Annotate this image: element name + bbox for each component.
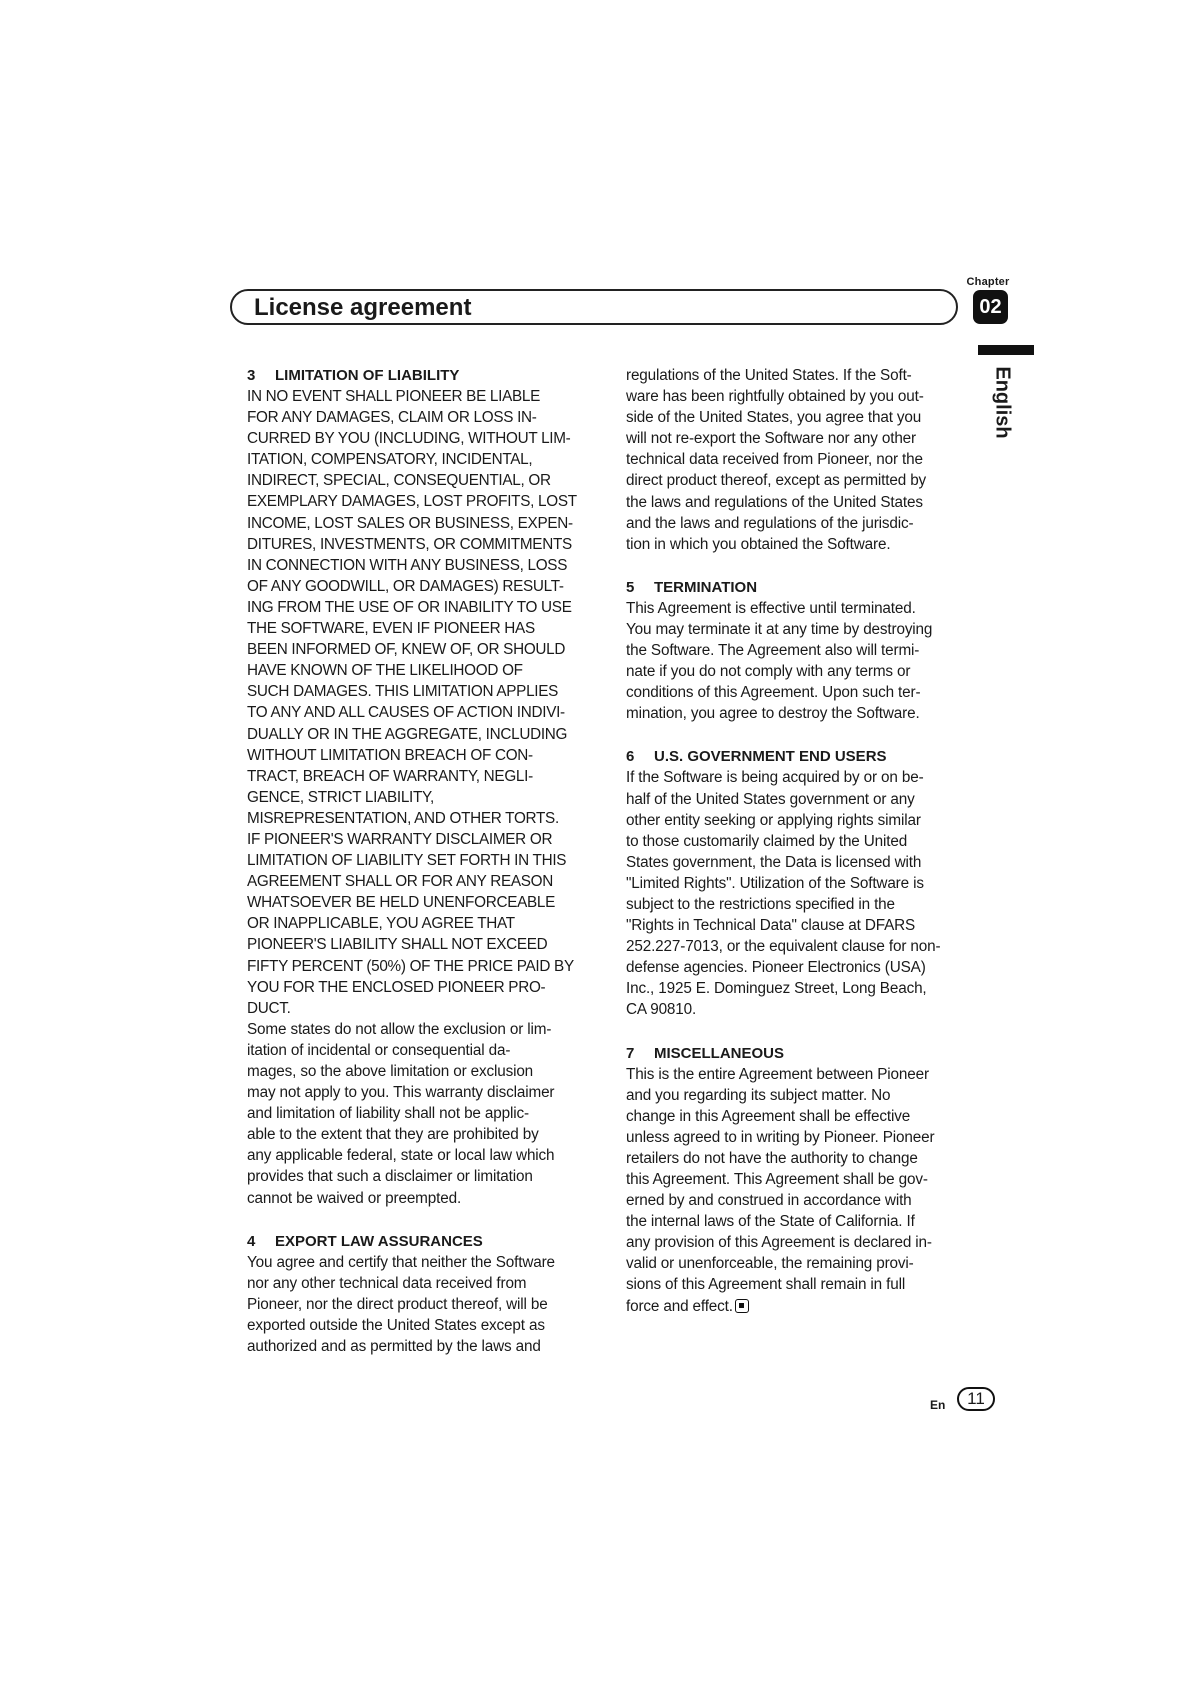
chapter-badge: 02 [973, 290, 1008, 324]
export-continued-text [626, 365, 976, 555]
chapter-label: Chapter [966, 276, 1010, 288]
text-line: 252.227-7013, or the equivalent clause for non- [626, 938, 941, 956]
text-line: ITATION, COMPENSATORY, INCIDENTAL, [247, 451, 533, 469]
text-line: other entity seeking or applying rights similar [626, 811, 921, 829]
text-line: Inc., 1925 E. Dominguez Street, Long Beach, [626, 980, 927, 998]
section-government [626, 746, 976, 1020]
section-title: MISCELLANEOUS [654, 1044, 785, 1062]
misc-text [626, 1064, 976, 1317]
text-line: mination, you agree to destroy the Software. [626, 705, 920, 723]
section-number: 5 [626, 578, 635, 596]
text-line: "Rights in Technical Data" clause at DFARS [626, 917, 916, 935]
section-heading [247, 365, 597, 386]
text-line: This Agreement is effective until terminated. [626, 599, 916, 617]
text-line: DUALLY OR IN THE AGGREGATE, INCLUDING [247, 725, 568, 743]
text-line: subject to the restrictions specified in the [626, 895, 895, 913]
text-line: THE SOFTWARE, EVEN IF PIONEER HAS [247, 620, 535, 638]
text-line: MISREPRESENTATION, AND OTHER TORTS. [247, 809, 559, 827]
section-limitation [247, 365, 597, 1209]
text-line: the internal laws of the State of California. If [626, 1213, 915, 1231]
text-line: direct product thereof, except as permitted by [626, 472, 927, 490]
section-title: TERMINATION [654, 578, 758, 596]
text-line: If the Software is being acquired by or on be- [626, 769, 924, 787]
text-line: HAVE KNOWN OF THE LIKELIHOOD OF [247, 662, 523, 680]
text-line: this Agreement. This Agreement shall be gov- [626, 1171, 928, 1188]
text-line: authorized and as permitted by the laws and [247, 1338, 541, 1356]
text-line: sions of this Agreement shall remain in full [626, 1276, 906, 1294]
section-number: 6 [626, 748, 635, 766]
section-title: LIMITATION OF LIABILITY [275, 367, 460, 384]
text-line: OR INAPPLICABLE, YOU AGREE THAT [247, 915, 515, 933]
text-line: YOU FOR THE ENCLOSED PIONEER PRO- [247, 978, 546, 996]
text-line: able to the extent that they are prohibited by [247, 1126, 539, 1144]
text-line: Pioneer, nor the direct product thereof, will be [247, 1295, 548, 1313]
text-line: You agree and certify that neither the Software [247, 1253, 555, 1271]
section-heading [247, 1231, 597, 1252]
liability-caps-text [247, 386, 597, 1019]
text-line: States government, the Data is licensed with [626, 853, 922, 871]
left-column [247, 365, 597, 1379]
text-line: nate if you do not comply with any terms or [626, 663, 911, 681]
text-line: TRACT, BREACH OF WARRANTY, NEGLI- [247, 767, 533, 785]
text-line: will not re-export the Software nor any other [626, 430, 916, 448]
end-mark-icon [735, 1299, 749, 1313]
text-line: retailers do not have the authority to change [626, 1149, 918, 1167]
footer-language: En [930, 1398, 946, 1412]
section-heading [626, 1043, 976, 1064]
section-title: U.S. GOVERNMENT END USERS [654, 748, 887, 766]
text-line: IN NO EVENT SHALL PIONEER BE LIABLE [247, 388, 540, 405]
section-heading [626, 577, 976, 598]
language-strip [978, 345, 1034, 355]
page-number: 11 [957, 1387, 995, 1411]
text-line: SUCH DAMAGES. THIS LIMITATION APPLIES [247, 683, 559, 701]
text-line: EXEMPLARY DAMAGES, LOST PROFITS, LOST [247, 493, 577, 511]
termination-text [626, 598, 976, 725]
government-text [626, 767, 976, 1020]
text-line: and the laws and regulations of the jurisdic- [626, 514, 914, 532]
text-line: side of the United States, you agree that you [626, 409, 922, 427]
text-line: LIMITATION OF LIABILITY SET FORTH IN THIS [247, 852, 567, 870]
text-line: and limitation of liability shall not be applic- [247, 1105, 529, 1123]
text-line: Some states do not allow the exclusion or lim- [247, 1020, 552, 1038]
text-line: tion in which you obtained the Software. [626, 535, 891, 553]
text-line: You may terminate it at any time by destroying [626, 620, 933, 638]
text-line: nor any other technical data received from [247, 1274, 527, 1292]
section-termination [626, 577, 976, 725]
export-text [247, 1252, 597, 1357]
language-tab-label: English [991, 366, 1014, 439]
text-line: BEEN INFORMED OF, KNEW OF, OR SHOULD [247, 641, 566, 659]
text-line: defense agencies. Pioneer Electronics (USA) [626, 959, 926, 977]
text-line: IF PIONEER'S WARRANTY DISCLAIMER OR [247, 830, 553, 848]
text-line: half of the United States government or any [626, 790, 915, 808]
text-line: change in this Agreement shall be effective [626, 1107, 911, 1125]
section-export-continued [626, 365, 976, 555]
text-line: regulations of the United States. If the Soft- [626, 367, 912, 384]
text-line: CA 90810. [626, 1001, 697, 1019]
liability-body-text [247, 1019, 597, 1209]
text-line: technical data received from Pioneer, nor the [626, 451, 923, 469]
text-line: the Software. The Agreement also will termi- [626, 642, 920, 660]
page-title: License agreement [254, 294, 472, 321]
section-number: 3 [247, 367, 256, 384]
text-line: provides that such a disclaimer or limitation [247, 1168, 533, 1186]
right-column [626, 365, 976, 1339]
text-line: DUCT. [247, 999, 291, 1017]
section-number: 4 [247, 1232, 256, 1250]
text-line: INCOME, LOST SALES OR BUSINESS, EXPEN- [247, 514, 573, 532]
language-tab [984, 362, 1020, 446]
text-line: exported outside the United States except as [247, 1316, 545, 1334]
text-line: WITHOUT LIMITATION BREACH OF CON- [247, 746, 533, 764]
text-line: PIONEER'S LIABILITY SHALL NOT EXCEED [247, 936, 548, 954]
text-line: FOR ANY DAMAGES, CLAIM OR LOSS IN- [247, 409, 537, 427]
text-line: valid or unenforceable, the remaining provi- [626, 1255, 914, 1273]
text-line: mages, so the above limitation or exclusion [247, 1063, 534, 1080]
text-line: any provision of this Agreement is declared in- [626, 1234, 932, 1252]
text-line: ING FROM THE USE OF OR INABILITY TO USE [247, 598, 572, 616]
text-line: This is the entire Agreement between Pioneer [626, 1065, 929, 1083]
text-line: AGREEMENT SHALL OR FOR ANY REASON [247, 873, 554, 891]
text-line: TO ANY AND ALL CAUSES OF ACTION INDIVI- [247, 704, 565, 722]
text-line: erned by and construed in accordance with [626, 1192, 912, 1210]
text-line: INDIRECT, SPECIAL, CONSEQUENTIAL, OR [247, 472, 551, 490]
text-line: conditions of this Agreement. Upon such ter- [626, 684, 921, 702]
text-line: OF ANY GOODWILL, OR DAMAGES) RESULT- [247, 577, 564, 595]
text-line: itation of incidental or consequential da- [247, 1041, 511, 1059]
text-line: "Limited Rights". Utilization of the Software is [626, 874, 924, 892]
text-line: cannot be waived or preempted. [247, 1189, 462, 1207]
section-title: EXPORT LAW ASSURANCES [275, 1232, 483, 1250]
text-line: DITURES, INVESTMENTS, OR COMMITMENTS [247, 535, 572, 553]
text-line: GENCE, STRICT LIABILITY, [247, 788, 434, 806]
text-line: WHATSOEVER BE HELD UNENFORCEABLE [247, 894, 556, 912]
text-line: the laws and regulations of the United States [626, 493, 923, 511]
text-line: force and effect. [626, 1297, 733, 1315]
text-line: IN CONNECTION WITH ANY BUSINESS, LOSS [247, 556, 568, 574]
text-line: ware has been rightfully obtained by you out- [626, 388, 924, 406]
section-heading [626, 746, 976, 767]
section-misc [626, 1043, 976, 1317]
text-line: may not apply to you. This warranty disclaimer [247, 1084, 555, 1102]
section-export [247, 1231, 597, 1357]
header-bar [230, 289, 958, 325]
text-line: FIFTY PERCENT (50%) OF THE PRICE PAID BY [247, 957, 574, 975]
text-line: unless agreed to in writing by Pioneer. Pioneer [626, 1128, 935, 1146]
section-number: 7 [626, 1044, 635, 1062]
text-line: and you regarding its subject matter. No [626, 1086, 891, 1104]
text-line: to those customarily claimed by the United [626, 832, 908, 850]
text-line: CURRED BY YOU (INCLUDING, WITHOUT LIM- [247, 430, 571, 448]
text-line: any applicable federal, state or local law which [247, 1147, 555, 1165]
